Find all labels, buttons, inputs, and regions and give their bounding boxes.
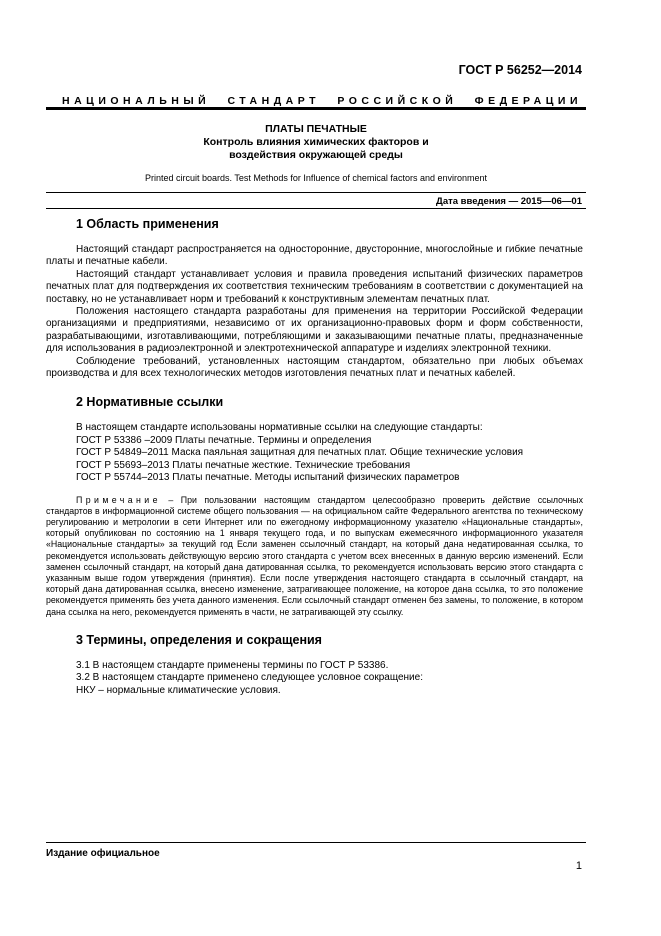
intro-date: Дата введения — 2015—06—01 <box>436 196 582 207</box>
section3-heading: 3 Термины, определения и сокращения <box>76 632 322 647</box>
references-list <box>76 422 583 484</box>
national-word: НАЦИОНАЛЬНЫЙ <box>62 95 211 107</box>
title-block <box>46 123 586 183</box>
reference-item: ГОСТ Р 55693–2013 Платы печатные жесткие. Технические требования <box>76 459 411 471</box>
section3-item: 3.2 В настоящем стандарте применено следующее условное сокращение: <box>76 672 423 684</box>
national-word: СТАНДАРТ <box>227 95 321 107</box>
official-edition-label: Издание официальное <box>46 848 160 859</box>
section1-paragraph: Соблюдение требований, установленных настоящим стандартом, обязательно при любых объемах производства и для всех технологических методов изготовления печатных плат и печатных кабелей. <box>46 355 583 380</box>
document-body <box>46 216 583 697</box>
national-word: ФЕДЕРАЦИИ <box>474 95 582 107</box>
reference-item: ГОСТ Р 55744–2013 Платы печатные. Методы испытаний физических параметров <box>76 472 460 484</box>
gost-number: ГОСТ Р 56252—2014 <box>458 63 582 77</box>
title-sub-line1: Контроль влияния химических факторов и <box>203 136 429 148</box>
title-english: Printed circuit boards. Test Methods for Influence of chemical factors and environment <box>144 173 487 183</box>
section1-heading: 1 Область применения <box>76 217 219 231</box>
section2-heading: 2 Нормативные ссылки <box>76 395 224 410</box>
national-standard-banner <box>62 95 582 107</box>
section1-paragraph: Положения настоящего стандарта разработаны для применения на территории Российской Федерации организациями и предприятиями, независимо от их организационно-правовых форм и форм собственности, разрабатывающими, изготавливающими, потребляющими и заказывающими печатные платы, предназначенные для использования в радиоэлектронной и электротехнической аппаратуре и изделиях электронной техники. <box>46 306 583 355</box>
reference-item: ГОСТ Р 54849–2011 Маска паяльная защитная для печатных плат. Общие технические условия <box>76 447 524 459</box>
title-divider <box>46 192 586 193</box>
reference-item: ГОСТ Р 53386 –2009 Платы печатные. Термины и определения <box>76 434 372 446</box>
header-divider <box>46 107 586 110</box>
section1-paragraph: Настоящий стандарт распространяется на односторонние, двусторонние, многослойные и гибкие печатные платы и печатные кабели. <box>46 244 583 268</box>
title-sub-line2: воздействия окружающей среды <box>229 149 403 161</box>
section3-item: 3.1 В настоящем стандарте применены термины по ГОСТ Р 53386. <box>76 659 389 671</box>
note <box>46 495 583 618</box>
section3-item: НКУ – нормальные климатические условия. <box>76 684 281 696</box>
page-number: 1 <box>575 860 582 872</box>
date-divider <box>46 208 586 209</box>
national-word: РОССИЙСКОЙ <box>337 95 458 107</box>
note-label: Примечание <box>76 494 161 505</box>
title-main: ПЛАТЫ ПЕЧАТНЫЕ <box>265 123 367 135</box>
note-text: – При пользовании настоящим стандартом целесообразно проверить действие ссылочных стандартов в информационной системе общего пользования — на официальном сайте Федерального агентства по техническому регулированию и метрологии в сети Интернет или по ежегодному информационному указателю «Национальные стандарты», который опубликован по состоянию на 1 января текущего года, и по выпускам ежемесячного информационного указателя «Национальные стандарты» за текущий год Если заменен ссылочный стандарт, на который дана недатированная ссылка, то рекомендуется использовать действующую версию этого стандарта с учетом всех внесенных в данную версию изменений. Если заменен ссылочный стандарт, на который дана датированная ссылка, то рекомендуется использовать версию этого стандарта с указанным выше годом утверждения (принятия). Если после утверждения настоящего стандарта в ссылочный стандарт, на который дана датированная ссылка, внесено изменение, затрагивающее положение, на которое дана ссылка, то это положение рекомендуется применять без учета данного изменения. Если ссылочный стандарт отменен без замены, то положение, в котором дана ссылка на него, рекомендуется применять в части, не затрагивающей эту ссылку. <box>46 494 583 617</box>
footer-divider <box>46 842 586 843</box>
references-intro: В настоящем стандарте использованы нормативные ссылки на следующие стандарты: <box>76 422 483 434</box>
section1-paragraph: Настоящий стандарт устанавливает условия и правила проведения испытаний физических параметров печатных плат для подтверждения их соответствия техническим требованиям в соответствии с документацией на поставку, но не устанавливает норм и требований к конструктивным элементам печатных плат. <box>46 268 583 305</box>
